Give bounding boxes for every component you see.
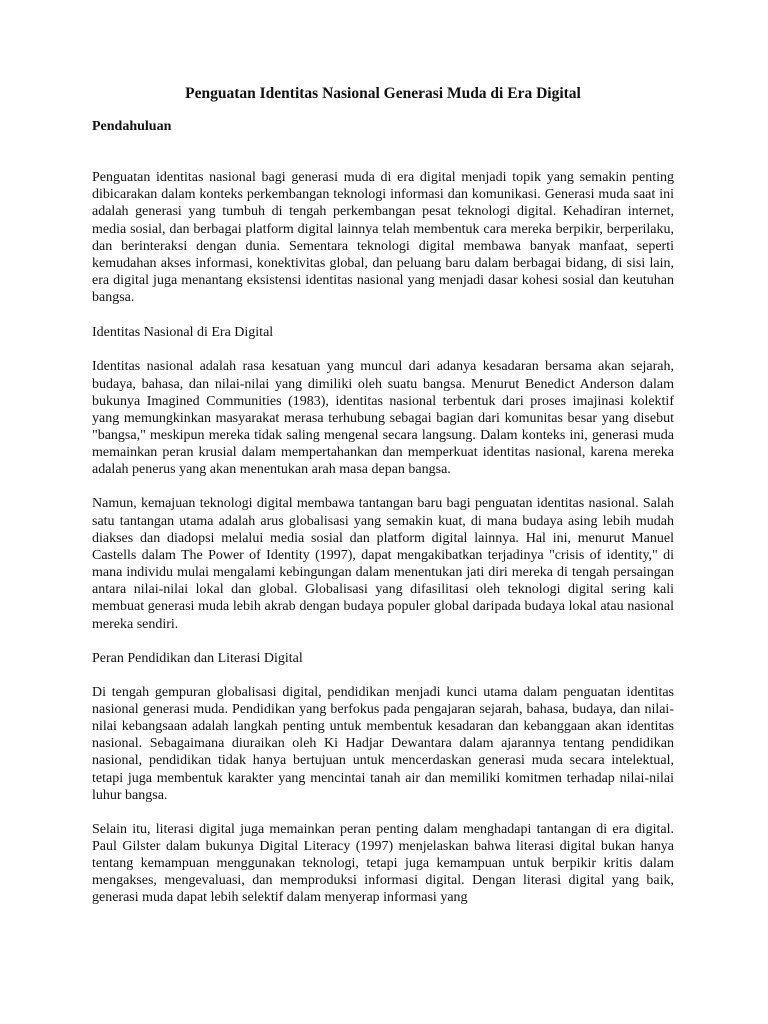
paragraph-identitas-2: Namun, kemajuan teknologi digital membawa tantangan baru bagi penguatan identitas nasional. Salah satu tantangan utama adalah arus globalisasi yang semakin kuat, di mana budaya asing lebih mudah diakses dan diadopsi melalui media sosial dan platform digital lainnya. Hal ini, menurut Manuel Castells dalam The Power of Identity (1997), dapat mengakibatkan terjadinya "crisis of identity," di mana individu mulai mengalami kebingungan dalam menentukan jati diri mereka di tengah persaingan antara nilai-nilai lokal dan global. Globalisasi yang difasilitasi oleh teknologi digital sering kali membuat generasi muda lebih akrab dengan budaya populer global daripada budaya lokal atau nasional mereka sendiri. xyxy=(92,496,674,632)
section-heading-pendahuluan: Pendahuluan xyxy=(92,119,172,135)
paragraph-identitas-1: Identitas nasional adalah rasa kesatuan yang muncul dari adanya kesadaran bersama akan sejarah, budaya, bahasa, dan nilai-nilai yang dimiliki oleh suatu bangsa. Menurut Benedict Anderson dalam bukunya Imagined Communities (1983), identitas nasional terbentuk dari proses imajinasi kolektif yang memungkinkan masyarakat merasa terhubung sebagai bagian dari komunitas besar yang disebut "bangsa," meskipun mereka tidak saling mengenal secara langsung. Dalam konteks ini, generasi muda memainkan peran krusial dalam mempertahankan dan memperkuat identitas nasional, karena mereka adalah penerus yang akan menentukan arah masa depan bangsa. xyxy=(92,359,674,478)
section-heading-peran-pendidikan: Peran Pendidikan dan Literasi Digital xyxy=(92,650,303,666)
paragraph-pendidikan-2: Selain itu, literasi digital juga memainkan peran penting dalam menghadapi tantangan di era digital. Paul Gilster dalam bukunya Digital Literacy (1997) menjelaskan bahwa literasi digital bukan hanya tentang kemampuan menggunakan teknologi, tetapi juga kemampuan untuk berpikir kritis dalam mengakses, mengevaluasi, dan memproduksi informasi digital. Dengan literasi digital yang baik, generasi muda dapat lebih selektif dalam menyerap informasi yang xyxy=(92,821,674,906)
section-heading-identitas-nasional: Identitas Nasional di Era Digital xyxy=(92,325,274,341)
document-title: Penguatan Identitas Nasional Generasi Muda di Era Digital xyxy=(185,85,581,102)
document-page xyxy=(92,84,674,907)
paragraph-pendidikan-1: Di tengah gempuran globalisasi digital, pendidikan menjadi kunci utama dalam penguatan identitas nasional generasi muda. Pendidikan yang berfokus pada pengajaran sejarah, bahasa, budaya, dan nilai-nilai kebangsaan adalah langkah penting untuk membentuk kesadaran dan kebanggaan akan identitas nasional. Sebagaimana diuraikan oleh Ki Hadjar Dewantara dalam ajarannya tentang pendidikan nasional, pendidikan tidak hanya bertujuan untuk mencerdaskan generasi muda secara intelektual, tetapi juga membentuk karakter yang mencintai tanah air dan memiliki komitmen terhadap nilai-nilai luhur bangsa. xyxy=(92,684,674,803)
paragraph-pendahuluan: Penguatan identitas nasional bagi generasi muda di era digital menjadi topik yang semakin penting dibicarakan dalam konteks perkembangan teknologi informasi dan komunikasi. Generasi muda saat ini adalah generasi yang tumbuh di tengah perkembangan pesat teknologi digital. Kehadiran internet, media sosial, dan berbagai platform digital lainnya telah membentuk cara mereka berpikir, berperilaku, dan berinteraksi dengan dunia. Sementara teknologi digital membawa banyak manfaat, seperti kemudahan akses informasi, konektivitas global, dan peluang baru dalam berbagai bidang, di sisi lain, era digital juga menantang eksistensi identitas nasional yang menjadi dasar kohesi sosial dan keutuhan bangsa. xyxy=(92,170,674,306)
